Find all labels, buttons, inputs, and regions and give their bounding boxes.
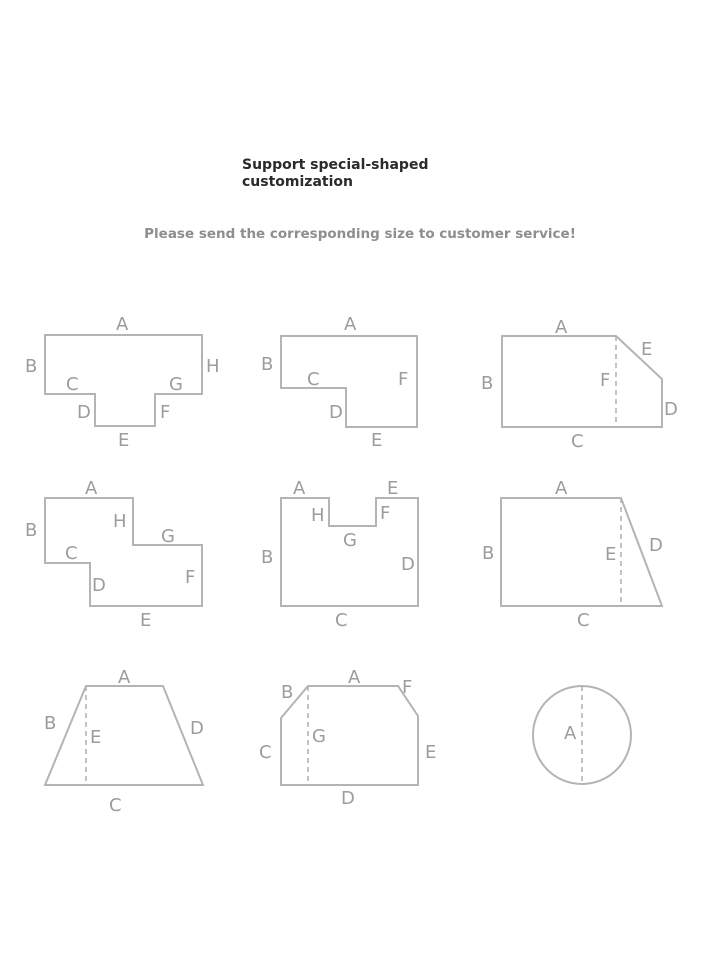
shape-label: E bbox=[118, 430, 130, 451]
trapezoid bbox=[44, 667, 204, 816]
shape-label: A bbox=[118, 667, 131, 688]
shape-label: C bbox=[259, 742, 272, 763]
z-shape bbox=[25, 478, 202, 631]
shape-label: B bbox=[25, 520, 38, 541]
shape-label: H bbox=[206, 356, 220, 377]
shape-label: E bbox=[605, 544, 617, 565]
shape-label: F bbox=[600, 370, 611, 391]
shape-label: D bbox=[664, 399, 678, 420]
shape-label: D bbox=[401, 554, 415, 575]
chamfered-rectangle bbox=[481, 317, 678, 452]
shape-label: E bbox=[371, 430, 383, 451]
double-chamfered-rectangle bbox=[259, 667, 436, 809]
shape-label: E bbox=[90, 727, 102, 748]
page-title: Support special-shaped customization bbox=[242, 157, 429, 190]
shape-label: F bbox=[160, 402, 171, 423]
double-chamfered-rectangle-outline bbox=[281, 686, 418, 785]
shape-label: B bbox=[25, 356, 38, 377]
shape-label: B bbox=[281, 682, 294, 703]
shape-label: A bbox=[564, 723, 577, 744]
page-subtitle: Please send the corresponding size to customer service! bbox=[144, 226, 576, 242]
shape-label: B bbox=[482, 543, 495, 564]
shape-label: G bbox=[161, 526, 175, 547]
shape-label: A bbox=[85, 478, 98, 499]
shape-label: C bbox=[66, 374, 79, 395]
shape-label: C bbox=[577, 610, 590, 631]
shape-label: F bbox=[402, 677, 413, 698]
shape-label: A bbox=[293, 478, 306, 499]
circle bbox=[533, 686, 631, 784]
right-trapezoid-outline bbox=[501, 498, 662, 606]
shape-label: E bbox=[641, 339, 653, 360]
shape-label: A bbox=[348, 667, 361, 688]
shape-label: B bbox=[481, 373, 494, 394]
shape-label: H bbox=[113, 511, 127, 532]
shape-label: C bbox=[571, 431, 584, 452]
notched-rectangle bbox=[261, 478, 418, 631]
shape-label: D bbox=[77, 402, 91, 423]
shape-label: E bbox=[425, 742, 437, 763]
shape-label: D bbox=[92, 575, 106, 596]
shape-label: C bbox=[307, 369, 320, 390]
shape-label: C bbox=[335, 610, 348, 631]
shape-label: B bbox=[44, 713, 57, 734]
trapezoid-outline bbox=[45, 686, 203, 785]
shape-label: E bbox=[387, 478, 399, 499]
shape-label: D bbox=[190, 718, 204, 739]
notched-rectangle-outline bbox=[281, 498, 418, 606]
shape-label: A bbox=[344, 314, 357, 335]
shape-label: D bbox=[329, 402, 343, 423]
shape-label: G bbox=[169, 374, 183, 395]
shape-label: A bbox=[555, 317, 568, 338]
l-shape-outline bbox=[281, 336, 417, 427]
shape-label: D bbox=[341, 788, 355, 809]
shape-label: H bbox=[311, 505, 325, 526]
shape-label: G bbox=[343, 530, 357, 551]
shape-label: F bbox=[185, 567, 196, 588]
shape-label: F bbox=[398, 369, 409, 390]
t-shape bbox=[25, 314, 220, 451]
l-shape bbox=[261, 314, 417, 451]
shape-label: F bbox=[380, 503, 391, 524]
chamfered-rectangle-outline bbox=[502, 336, 662, 427]
shape-label: B bbox=[261, 547, 274, 568]
shape-label: G bbox=[312, 726, 326, 747]
shape-label: C bbox=[109, 795, 122, 816]
right-trapezoid bbox=[482, 478, 663, 631]
shape-label: A bbox=[555, 478, 568, 499]
shape-label: D bbox=[649, 535, 663, 556]
shape-label: A bbox=[116, 314, 129, 335]
shape-label: C bbox=[65, 543, 78, 564]
shape-label: E bbox=[140, 610, 152, 631]
shape-label: B bbox=[261, 354, 274, 375]
